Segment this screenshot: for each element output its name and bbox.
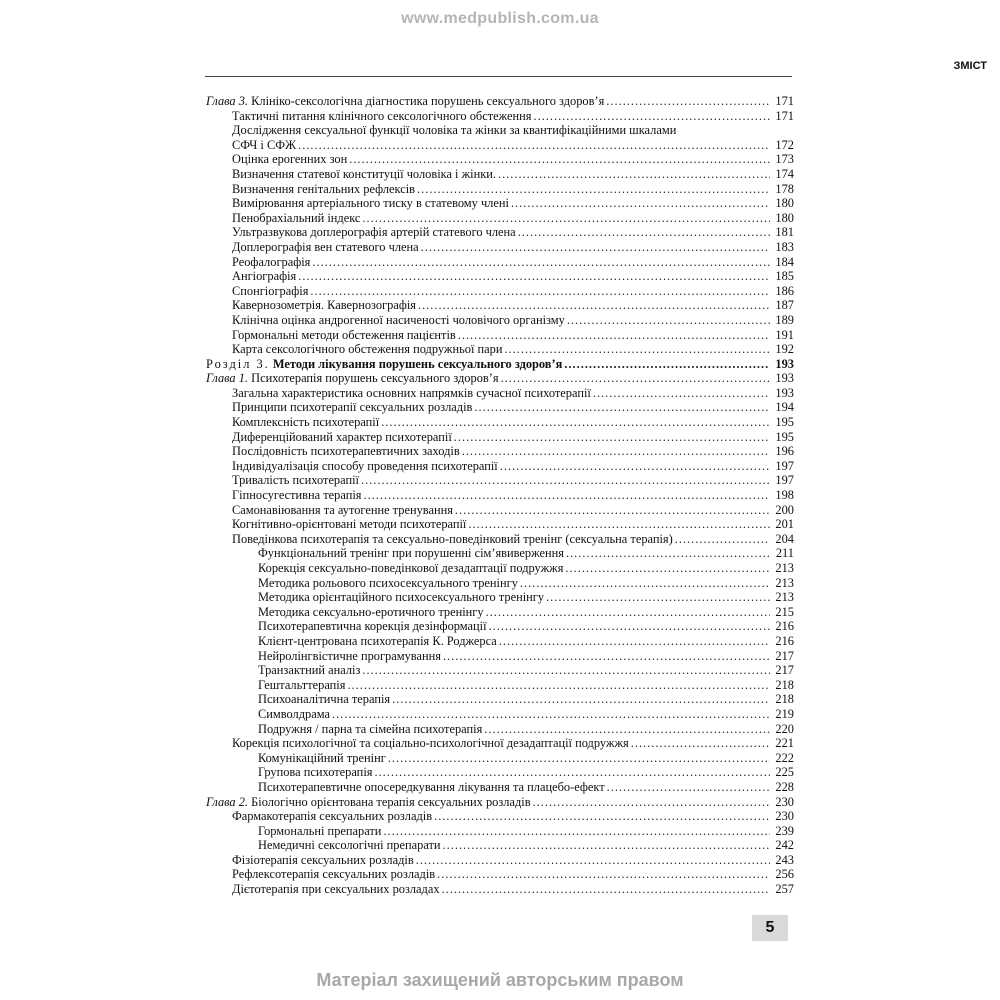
page-number: 5 [752,915,788,941]
toc-entry-row [206,488,794,503]
toc-page-number: 204 [775,531,794,546]
dot-leader [454,430,770,445]
dot-leader [443,649,770,664]
toc-entry-text: Ультразвукова доплерографія артерій статевого члена [232,225,516,240]
dot-leader [388,751,770,766]
toc-entry-row [206,473,794,488]
toc-entry-row [206,225,794,240]
toc-page-number: 171 [775,94,794,108]
toc-entry-text: Корекція сексуально-поведінкової дезадаптації подружжя [258,561,564,575]
toc-entry-row [206,663,794,678]
toc-page-number: 186 [775,283,794,298]
toc-entry-row [206,240,794,255]
toc-page-number: 239 [775,823,794,838]
toc-entry-text: Клієнт-центрована психотерапія К. Роджерса [258,633,497,648]
toc-entry-title [232,430,452,445]
toc-page-number: 196 [775,444,794,459]
toc-entry-prefix: Глава 1. [206,371,249,386]
toc-entry-text: Вимірювання артеріального тиску в статевому члені [232,196,509,211]
toc-entry-title [258,576,518,591]
toc-entry-text: Функціональний тренінг при порушенні сім’явиверження [258,546,564,561]
toc-entry-row [206,576,794,591]
toc-entry-title [232,240,419,255]
toc-entry-row [206,255,794,270]
toc-entry-text: Немедичні сексологічні препарати [258,838,441,853]
toc-entry-title [258,692,390,707]
dot-leader [499,634,770,649]
dot-leader [631,736,770,751]
toc-page-number: 191 [775,327,794,342]
toc-part-row [206,357,794,372]
toc-entry-text: Когнітивно-орієнтовані методи психотерапії [232,517,467,532]
toc-entry-row [206,722,794,737]
toc-entry-title [206,94,604,109]
toc-entry-text: Корекція психологічної та соціально-психологічної дезадаптації подружжя [232,736,629,751]
toc-page-number: 243 [775,852,794,867]
toc-entry-row [206,838,794,853]
dot-leader [518,225,770,240]
dot-leader [566,546,770,561]
toc-entry-prefix: Глава 2. [206,794,249,809]
dot-leader [564,357,770,372]
toc-entry-title [232,459,498,474]
toc-entry-row [206,182,794,197]
copyright-notice: Матеріал захищений авторським правом [316,970,684,990]
dot-leader [298,269,770,284]
toc-page-number: 181 [775,225,794,240]
dot-leader [520,576,770,591]
table-of-contents [206,94,794,897]
toc-entry-row [206,809,794,824]
toc-entry-row [206,678,794,693]
toc-entry-text: Нейролінгвістичне програмування [258,648,441,663]
toc-page-number: 230 [775,809,794,824]
toc-entry-title [232,809,432,824]
toc-page-number: 200 [775,502,794,517]
toc-entry-title [232,225,516,240]
toc-entry-prefix: Розділ 3. [206,356,270,371]
toc-entry-text: Самонавіювання та аутогенне тренування [232,502,453,517]
toc-entry-text: Спонгіографія [232,283,309,298]
dot-leader [347,678,770,693]
toc-entry-text: Визначення статевої конституції чоловіка і жінки. [232,166,496,181]
toc-entry-title [258,561,563,576]
dot-leader [362,663,770,678]
toc-entry-text: Символдрама [258,706,330,721]
toc-page-number: 218 [775,677,794,692]
dot-leader [489,619,770,634]
section-title: ЗМІСТ [953,60,987,72]
toc-entry-text: Диференційований характер психотерапії [232,429,452,444]
toc-entry-row [206,400,794,415]
toc-entry-row [206,867,794,882]
toc-page-number: 225 [775,765,794,780]
dot-leader [565,561,770,576]
toc-entry-text: Тактичні питання клінічного сексологічного обстеження [232,108,532,123]
toc-entry-row [206,444,794,459]
toc-entry-text: Фізіотерапія сексуальних розладів [232,852,414,867]
dot-leader [468,517,770,532]
toc-page-number: 178 [775,181,794,196]
toc-entry-row [206,196,794,211]
toc-page-number: 213 [775,561,794,575]
toc-entry-continuation [232,138,794,153]
dot-leader [474,400,770,415]
toc-entry-text: Принципи психотерапії сексуальних розладів [232,400,473,415]
toc-entry-row [206,619,794,634]
toc-entry-row [206,503,794,518]
toc-entry-title [232,109,532,124]
toc-page-number: 193 [775,371,794,386]
toc-page-number: 173 [775,152,794,167]
dot-leader [546,590,770,605]
dot-leader [462,444,770,459]
toc-entry-row [206,152,794,167]
dot-leader [501,371,770,386]
toc-entry-title [232,182,415,197]
toc-page-number: 242 [775,838,794,853]
dot-leader [363,488,770,503]
toc-entry-text: Пенобрахіальний індекс [232,210,361,225]
toc-entry-text: Гіпносугестивна терапія [232,488,362,503]
toc-entry-text: Дієтотерапія при сексуальних розладах [232,882,440,897]
toc-entry-text: Доплерографія вен статевого члена [232,239,419,254]
dot-leader [534,109,771,124]
toc-entry-row [206,313,794,328]
toc-entry-title [258,663,360,678]
toc-entry-title [206,357,562,372]
toc-entry-text: Оцінка ерогенних зон [232,152,348,167]
toc-entry-text: Групова психотерапія [258,765,373,780]
toc-entry-text: Індивідуалізація способу проведення психотерапії [232,458,498,473]
toc-entry-title [232,386,591,401]
toc-entry-text: Методи лікування порушень сексуального здоров’я [272,356,563,371]
toc-entry-title: Дослідження сексуальної функції чоловіка та жінки за квантифікаційними шкалами [232,123,677,138]
toc-entry-title [258,634,497,649]
dot-leader [498,167,770,182]
toc-page-number: 218 [775,692,794,707]
dot-leader [421,240,770,255]
toc-page-number: 197 [775,473,794,488]
toc-page-number: 197 [775,458,794,473]
dot-leader [593,386,770,401]
dot-leader [392,692,770,707]
toc-entry-title [206,795,531,810]
toc-page-number: 213 [775,590,794,605]
toc-entry-text: Подружня / парна та сімейна психотерапія [258,721,483,736]
toc-entry-text: Поведінкова психотерапія та сексуально-поведінковий тренінг (сексуальна терапія) [232,531,673,546]
toc-entry-row [206,546,794,561]
toc-page-number: 256 [775,867,794,882]
toc-entry-row [206,459,794,474]
toc-entry-row [206,284,794,299]
toc-entry-title [232,313,565,328]
toc-entry-row [206,765,794,780]
toc-entry-row [206,430,794,445]
dot-leader [416,853,770,868]
toc-entry-row [206,386,794,401]
toc-entry-text: СФЧ і СФЖ [232,137,297,152]
toc-entry-row [206,853,794,868]
dot-leader [458,328,770,343]
toc-entry-row [206,167,794,182]
toc-entry-text: Транзактний аналіз [258,663,361,678]
toc-entry-title [258,722,482,737]
toc-page-number: 216 [775,633,794,648]
toc-entry-row [206,736,794,751]
toc-page-number: 213 [775,575,794,590]
toc-page-number: 174 [775,166,794,181]
toc-page-number: 189 [775,312,794,327]
toc-entry-prefix: Глава 3. [206,94,249,108]
toc-entry-text: Психотерапевтичне опосередкування лікування та плацебо-ефект [258,779,605,794]
toc-entry-title [258,649,441,664]
toc-page-number: 217 [775,648,794,663]
toc-entry-text: Гормональні препарати [258,823,382,838]
toc-entry-text: Комплексність психотерапії [232,415,380,430]
toc-page-number: 228 [775,779,794,794]
toc-entry-row [206,561,794,576]
toc-entry-title [232,284,308,299]
toc-entry-title [232,415,379,430]
toc-entry-row [206,780,794,795]
toc-entry-text: Психотерапія порушень сексуального здоров’я [251,371,499,386]
toc-entry-text: Карта сексологічного обстеження подружньої пари [232,342,503,357]
dot-leader [504,342,770,357]
toc-page-number: 216 [775,619,794,634]
site-url: www.medpublish.com.ua [401,10,599,27]
toc-entry-row [206,882,794,897]
toc-entry-row [206,328,794,343]
dot-leader [533,795,770,810]
toc-chapter-row [206,795,794,810]
toc-page-number: 195 [775,429,794,444]
toc-entry-title [232,152,347,167]
dot-leader [675,532,770,547]
toc-entry-title [232,269,296,284]
toc-entry-row [206,824,794,839]
toc-entry-row [206,342,794,357]
toc-entry-row [206,692,794,707]
toc-entry-text: Біологічно орієнтована терапія сексуальних розладів [251,794,531,809]
toc-entry-row [206,751,794,766]
toc-entry-text: Фармакотерапія сексуальних розладів [232,809,433,824]
toc-entry-text: Рефлексотерапія сексуальних розладів [232,867,436,882]
toc-entry-text: Реофалографія [232,254,311,269]
toc-page-number: 194 [775,400,794,415]
dot-leader [374,765,770,780]
toc-entry-title [232,488,361,503]
dot-leader [310,284,770,299]
toc-entry-title [232,444,460,459]
dot-leader [443,838,770,853]
toc-entry-title [232,503,453,518]
dot-leader [349,152,770,167]
toc-entry-row [206,298,794,313]
toc-entry-text: Психотерапевтична корекція дезінформації [258,619,487,634]
toc-entry-row [206,415,794,430]
toc-entry-title [232,167,496,182]
toc-entry-row [206,605,794,620]
toc-page-number: 257 [775,882,794,897]
toc-entry-title [232,882,440,897]
toc-entry-title [232,211,360,226]
dot-leader [455,503,770,518]
header-divider [205,76,792,77]
toc-entry-title [258,707,330,722]
toc-entry-title [258,780,605,795]
toc-entry-title [232,867,435,882]
dot-leader [607,780,770,795]
toc-chapter-row [206,94,794,109]
toc-entry-row [206,211,794,226]
toc-entry-title [232,255,310,270]
toc-page-number: 171 [775,108,794,123]
toc-entry-text: Психоаналітична терапія [258,692,391,707]
dot-leader [312,255,770,270]
dot-leader [383,824,770,839]
toc-entry-text: Кавернозометрія. Кавернозографія [232,298,416,313]
toc-entry-title [206,371,499,386]
toc-entry-title [232,196,509,211]
toc-entry-text: Гормональні методи обстеження пацієнтів [232,327,456,342]
toc-page-number: 183 [775,239,794,254]
toc-entry-title [258,751,386,766]
toc-page-number: 185 [775,269,794,284]
toc-entry-row [206,109,794,124]
toc-page-number: 211 [775,546,794,561]
toc-entry-title [232,853,414,868]
toc-entry-text: Визначення генітальних рефлексів [232,181,416,196]
toc-chapter-row [206,371,794,386]
dot-leader [437,867,770,882]
toc-page-number: 219 [775,706,794,721]
toc-entry-title [232,532,673,547]
toc-page-number: 198 [775,488,794,503]
toc-entry-text: Послідовність психотерапевтичних заходів [232,444,460,459]
dot-leader [486,605,770,620]
toc-entry-title [258,546,564,561]
toc-entry-row [206,532,794,547]
toc-entry-text: Методика сексуально-еротичного тренінгу [258,604,484,619]
dot-leader [298,138,770,153]
toc-entry-row [206,123,794,152]
toc-entry-text: Клінічна оцінка андрогенної насиченості чоловічого організму [232,312,565,327]
dot-leader [361,473,770,488]
toc-entry-text: Комунікаційний тренінг [258,750,386,765]
toc-entry-text: Клініко-сексологічна діагностика порушень сексуального здоров’я [251,94,605,108]
toc-entry-title [258,765,372,780]
toc-entry-title [258,824,381,839]
dot-leader [381,415,770,430]
toc-entry-row [206,517,794,532]
toc-entry-text: Ангіографія [232,269,297,284]
toc-entry-title [258,590,544,605]
dot-leader [511,196,770,211]
toc-entry-title [232,342,502,357]
toc-entry-row [206,649,794,664]
toc-page-number: 193 [775,385,794,400]
toc-page-number: 187 [775,298,794,313]
dot-leader [606,94,770,109]
toc-page-number: 215 [775,604,794,619]
toc-page-number: 230 [775,794,794,809]
toc-page-number: 193 [775,356,794,371]
toc-entry-row [206,590,794,605]
toc-entry-title [258,838,441,853]
toc-entry-title [232,473,359,488]
toc-entry-text: Методика орієнтаційного психосексуального тренінгу [258,590,545,605]
dot-leader [418,298,770,313]
toc-entry-title [258,619,487,634]
toc-entry-title [232,517,466,532]
dot-leader [362,211,770,226]
toc-entry-text: Методика рольового психосексуального тренінгу [258,575,518,590]
toc-entry-text: Загальна характеристика основних напрямків сучасної психотерапії [232,385,591,400]
dot-leader [484,722,770,737]
toc-page-number: 220 [775,721,794,736]
toc-entry-title [258,605,484,620]
toc-entry-title [258,678,345,693]
toc-page-number: 192 [775,342,794,357]
toc-page-number: 221 [775,736,794,751]
toc-entry-row [206,269,794,284]
toc-entry-text: Тривалість психотерапії [232,473,359,488]
dot-leader [442,882,770,897]
toc-entry-title [232,298,416,313]
dot-leader [567,313,770,328]
toc-entry-title [232,328,456,343]
toc-page-number: 195 [775,415,794,430]
toc-page-number: 184 [775,254,794,269]
toc-entry-title [232,736,629,751]
toc-page-number: 217 [775,663,794,678]
toc-page-number: 222 [775,750,794,765]
toc-page-number: 180 [775,196,794,211]
toc-page-number: 172 [775,137,794,152]
toc-page-number: 180 [775,210,794,225]
dot-leader [500,459,770,474]
toc-entry-row [206,634,794,649]
dot-leader [434,809,770,824]
toc-entry-title [232,400,472,415]
toc-entry-row [206,707,794,722]
toc-entry-text: Гештальттерапія [258,677,346,692]
dot-leader [417,182,770,197]
toc-page-number: 201 [775,517,794,532]
dot-leader [332,707,770,722]
